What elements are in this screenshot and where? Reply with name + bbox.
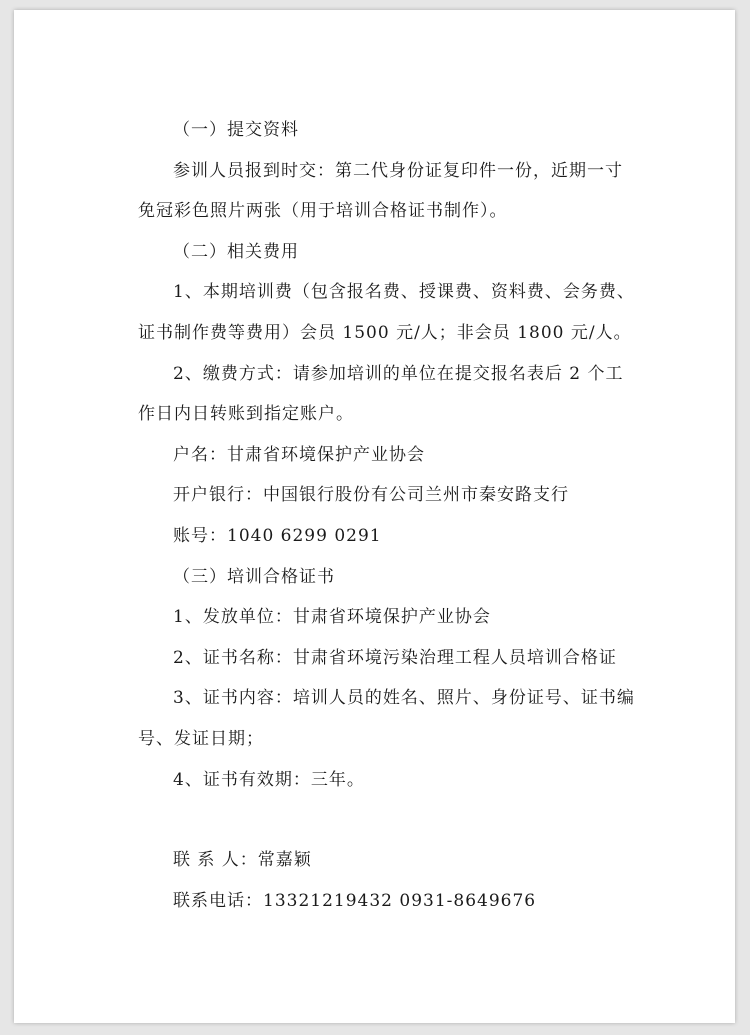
payment-method-text: 2、缴费方式：请参加培训的单位在提交报名表后 2 个工作日内日转账到指定账户。 (138, 363, 624, 425)
certificate-validity: 4、证书有效期：三年。 (173, 769, 365, 790)
document-page (14, 10, 735, 1023)
section-heading-submit-materials: （一）提交资料 (173, 120, 299, 140)
submit-materials-text: 参训人员报到时交：第二代身份证复印件一份，近期一寸免冠彩色照片两张（用于培训合格证书制作）。 (138, 160, 623, 222)
account-number: 账号：1040 6299 0291 (173, 525, 382, 546)
contact-phone: 联系电话：13321219432 0931-8649676 (173, 890, 537, 911)
certificate-name: 2、证书名称：甘肃省环境污染治理工程人员培训合格证 (173, 647, 617, 668)
section-heading-certificate: （三）培训合格证书 (173, 566, 335, 587)
document-body (138, 110, 638, 921)
certificate-content: 3、证书内容：培训人员的姓名、照片、身份证号、证书编号、发证日期； (138, 688, 635, 749)
contact-person: 联 系 人：常嘉颖 (173, 850, 312, 871)
section-heading-fees: （二）相关费用 (173, 241, 299, 262)
certificate-issuer: 1、发放单位：甘肃省环境保护产业协会 (173, 607, 491, 628)
spacer (138, 800, 638, 840)
account-name: 户名：甘肃省环境保护产业协会 (173, 444, 425, 465)
bank-name: 开户银行：中国银行股份有公司兰州市秦安路支行 (173, 485, 569, 506)
fee-text: 1、本期培训费（包含报名费、授课费、资料费、会务费、证书制作费等费用）会员 1500 元/人；非会员 1800 元/人。 (138, 282, 635, 343)
